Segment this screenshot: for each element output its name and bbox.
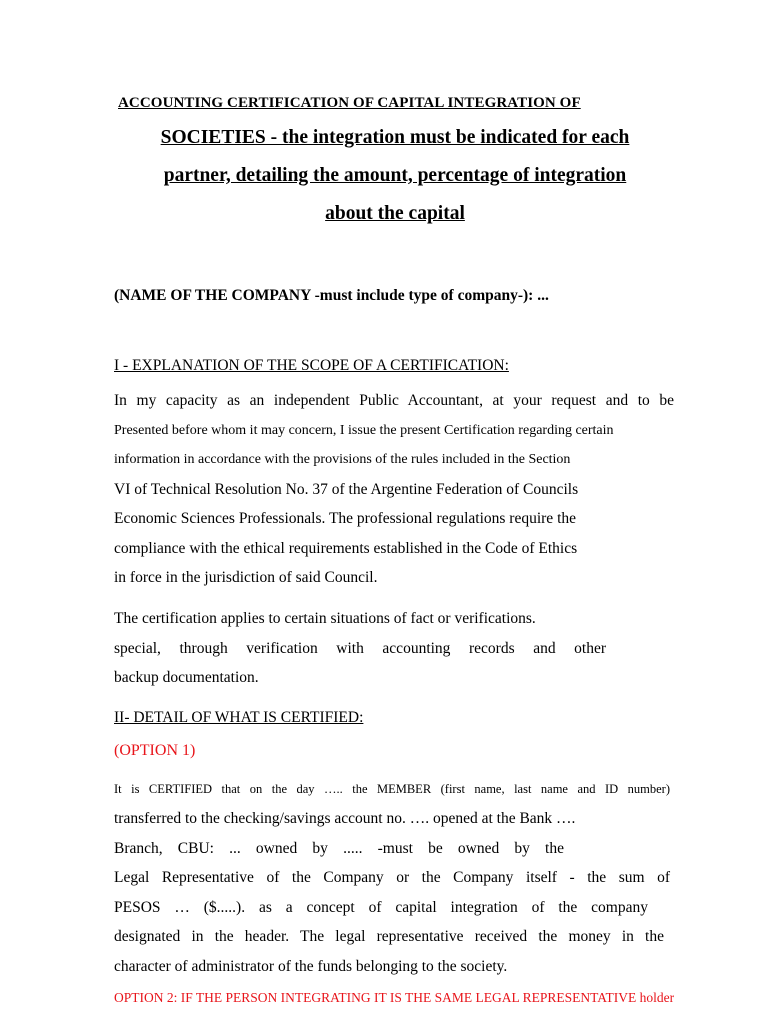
option-1-paragraph (114, 774, 670, 981)
paragraph-line: in force in the jurisdiction of said Council. (114, 569, 378, 586)
paragraph-line: VI of Technical Resolution No. 37 of the Argentine Federation of Councils (114, 480, 579, 498)
paragraph-line: special, through verification with accounting records and other (114, 639, 606, 657)
paragraph-line: Legal Representative of the Company or the Company itself - the sum of (114, 869, 670, 886)
option-1-label: (OPTION 1) (114, 742, 196, 759)
document-title: ACCOUNTING CERTIFICATION OF CAPITAL INTEGRATION OF (118, 95, 581, 111)
paragraph-line: information in accordance with the provisions of the rules included in the Section (114, 452, 571, 467)
option-2-line: OPTION 2: IF THE PERSON INTEGRATING IT IS THE SAME LEGAL REPRESENTATIVE holder (114, 990, 675, 1005)
paragraph-line: It is CERTIFIED that on the day ….. the MEMBER (first name, last name and ID number) (114, 782, 670, 796)
heading-line-1: SOCIETIES - the integration must be indicated for each (160, 127, 630, 148)
paragraph-line: Presented before whom it may concern, I issue the present Certification regarding certain (114, 422, 614, 438)
paragraph-line: Economic Sciences Professionals. The professional regulations require the (114, 510, 577, 527)
section-2-title: II- DETAIL OF WHAT IS CERTIFIED: (114, 709, 364, 726)
paragraph-line: backup documentation. (114, 669, 259, 686)
paragraph-line: In my capacity as an independent Public Accountant, at your request and to be (114, 392, 674, 409)
paragraph-line: designated in the header. The legal representative received the money in the (114, 928, 664, 945)
paragraph-line: compliance with the ethical requirements established in the Code of Ethics (114, 539, 578, 557)
heading-line-3: about the capital (325, 203, 465, 224)
paragraph-line: transferred to the checking/savings account no. …. opened at the Bank …. (114, 810, 576, 827)
section-1-paragraph-1 (114, 386, 674, 593)
paragraph-line: character of administrator of the funds belonging to the society. (114, 957, 508, 975)
heading-line-2: partner, detailing the amount, percentage of integration (163, 165, 627, 186)
company-name-line: (NAME OF THE COMPANY -must include type of company-): ... (114, 287, 549, 304)
section-1-paragraph-2 (114, 604, 606, 693)
section-1-title: I - EXPLANATION OF THE SCOPE OF A CERTIFICATION: (114, 357, 509, 374)
paragraph-line: Branch, CBU: ... owned by ..... -must be owned by the (114, 839, 564, 857)
paragraph-line: PESOS … ($.....). as a concept of capital integration of the company (114, 898, 648, 916)
paragraph-line: The certification applies to certain situations of fact or verifications. (114, 610, 536, 627)
